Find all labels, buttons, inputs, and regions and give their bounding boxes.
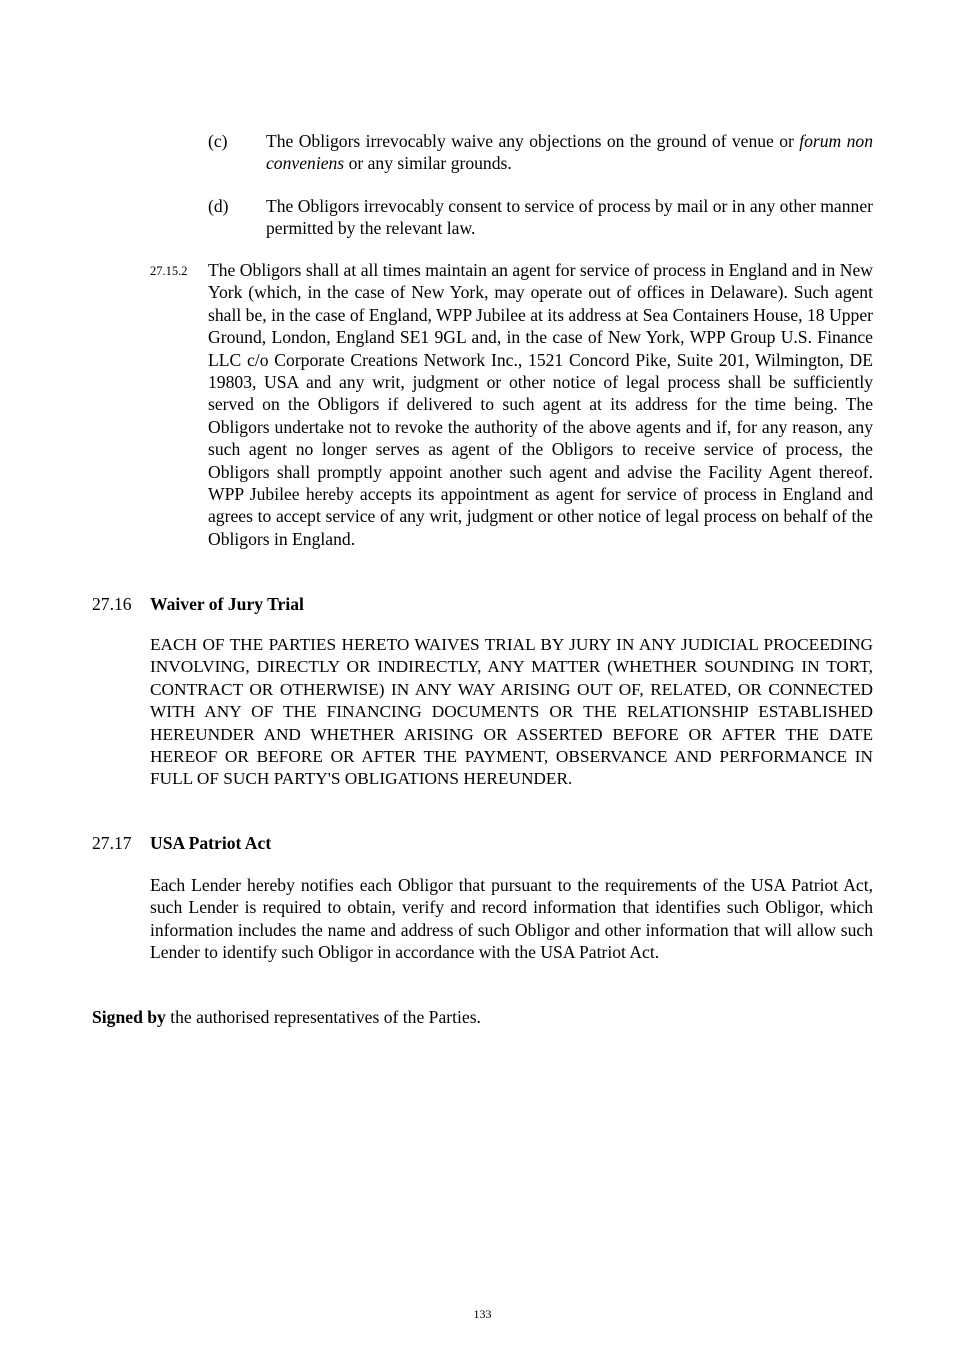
clause-27-15-2-number: 27.15.2	[150, 264, 188, 278]
signature-line	[92, 1006, 873, 1028]
page-number: 133	[473, 1307, 492, 1321]
signature-rest: the authorised representatives of the Parties.	[165, 1007, 481, 1027]
clause-c-text	[266, 130, 873, 175]
clause-c-label: (c)	[208, 131, 228, 151]
section-27-17-heading	[150, 832, 271, 854]
clause-c-text-before: The Obligors irrevocably waive any objections on the ground of venue or	[266, 131, 800, 151]
section-27-16-text: EACH OF THE PARTIES HERETO WAIVES TRIAL BY JURY IN ANY JUDICIAL PROCEEDING INVOLVING, DIRECTLY OR INDIRECTLY, ANY MATTER (WHETHER SOUNDING IN TORT, CONTRACT OR OTHERWISE) IN ANY WAY ARISING OUT OF, RELATED, OR CONNECTED WITH ANY OF THE FINANCING DOCUMENTS OR THE RELATIONSHIP ESTABLISHED HEREUNDER AND WHETHER ARISING OR ASSERTED BEFORE OR AFTER THE DATE HEREOF OR BEFORE OR AFTER THE PAYMENT, OBSERVANCE AND PERFORMANCE IN FULL OF SUCH PARTY'S OBLIGATIONS HEREUNDER.	[150, 635, 873, 789]
clause-c-text-after: or any similar grounds.	[344, 153, 512, 174]
clause-c-italic: forum non conveniens	[266, 131, 873, 174]
clause-27-15-2-text: The Obligors shall at all times maintain an agent for service of process in England and in New York (which, in the case of New York, may operate out of offices in Delaware). Such agent shall be, in the case of England, WPP Jubilee at its address at Sea Containers House, 18 Upper Ground, London, England SE1 9GL and, in the case of New York, WPP Group U.S. Finance LLC c/o Corporate Creations Network Inc., 1521 Concord Pike, Suite 201, Wilmington, DE 19803, USA and any writ, judgment or other notice of legal process shall be sufficiently served on the Obligors if delivered to such agent at its address for the time being. The Obligors undertake not to revoke the authority of the above agents and if, for any reason, any such agent no longer serves as agent of the Obligors to receive service of process, the Obligors shall promptly appoint another such agent and advise the Facility Agent thereof. WPP Jubilee hereby accepts its appointment as agent for service of process in England and agrees to accept service of any writ, judgment or other notice of legal process on behalf of the Obligors in England.	[208, 260, 873, 549]
section-27-16-heading	[150, 593, 304, 615]
section-27-16-number: 27.16	[92, 594, 132, 614]
section-27-17-heading-text: USA Patriot Act	[150, 833, 272, 853]
signature-bold: Signed by	[92, 1007, 166, 1027]
clause-d-label: (d)	[208, 196, 229, 216]
section-27-17-text: Each Lender hereby notifies each Obligor that pursuant to the requirements of the USA Patriot Act, such Lender is required to obtain, verify and record information that identifies such Obligor, which information includes the name and address of such Obligor and other information that will allow such Lender to identify such Obligor in accordance with the USA Patriot Act.	[150, 875, 873, 963]
section-27-16-heading-text: Waiver of Jury Trial	[150, 594, 304, 614]
section-27-17-number: 27.17	[92, 833, 132, 853]
clause-d-text: The Obligors irrevocably consent to service of process by mail or in any other manner permitted by the relevant law.	[266, 196, 873, 239]
